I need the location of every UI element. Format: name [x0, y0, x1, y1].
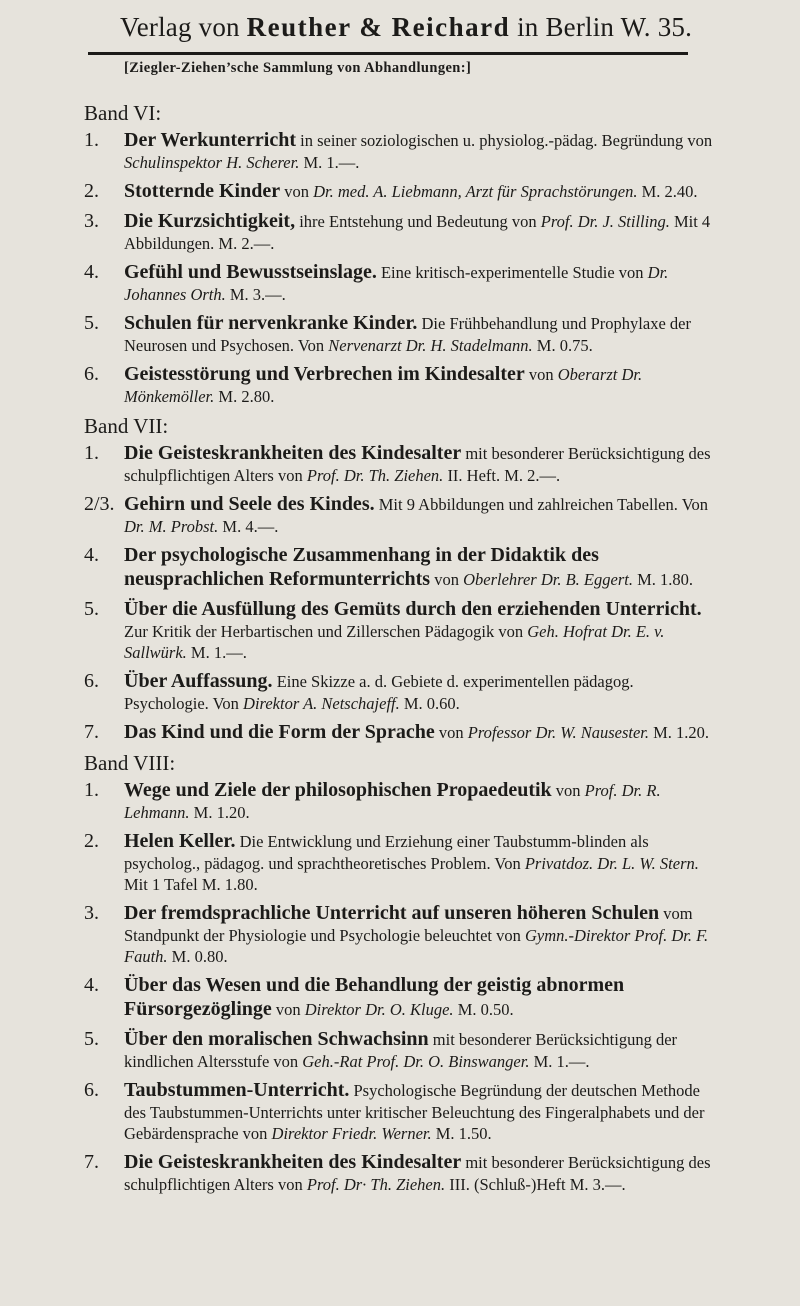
entry-number: 2.	[84, 180, 99, 202]
entry-description: Psychologische Begründung der deutschen Methode des Taubstummen-Unterrichts unter kritischer Beleuchtung des Fingeralphabets und der Gebärdensprache von	[124, 1081, 705, 1143]
entry-author: Professor Dr. W. Nausester.	[467, 723, 649, 742]
entry-price: M. 1.20.	[653, 723, 710, 742]
entry-title: Taubstummen-Unterricht.	[124, 1079, 350, 1101]
entry-number: 7.	[84, 721, 99, 743]
entry-number: 4.	[84, 261, 99, 283]
entry-title: Geistesstörung und Verbrechen im Kindesalter	[124, 363, 525, 385]
catalog-entry	[84, 901, 714, 967]
entry-price: M. 0.75.	[536, 336, 593, 355]
publisher-suffix: in Berlin W. 35.	[517, 12, 693, 42]
catalog-entry	[84, 720, 714, 744]
entry-author: Prof. Dr. J. Stilling.	[540, 212, 670, 231]
publisher-line	[120, 12, 692, 43]
entry-price: Mit 4 Abbildungen. M. 2.—.	[124, 212, 711, 253]
entry-price: M. 2.40.	[641, 182, 698, 201]
entry-price: M. 3.—.	[229, 285, 286, 304]
entry-description: ihre Entstehung und Bedeutung von	[299, 212, 537, 231]
entry-description: Die Frühbehandlung und Prophylaxe der Neurosen und Psychosen. Von	[124, 314, 691, 355]
catalog-entry	[84, 597, 714, 663]
entry-author: Prof. Dr. Th. Ziehen.	[306, 466, 444, 485]
entry-author: Direktor Dr. O. Kluge.	[304, 1000, 454, 1019]
entry-title: Wege und Ziele der philosophischen Propaedeutik	[124, 779, 552, 801]
entry-author: Gymn.-Direktor Prof. Dr. F. Fauth.	[124, 926, 709, 966]
header-rule	[88, 52, 688, 55]
entry-number: 5.	[84, 312, 99, 334]
entry-author: Nervenarzt Dr. H. Stadelmann.	[328, 336, 533, 355]
entry-title: Gefühl und Bewusstseinslage.	[124, 261, 377, 283]
band-heading: Band VII:	[84, 414, 169, 438]
entry-number: 6.	[84, 363, 99, 385]
entry-price: III. (Schluß-)Heft M. 3.—.	[449, 1175, 626, 1194]
entry-number: 3.	[84, 210, 99, 232]
entry-title: Gehirn und Seele des Kindes.	[124, 493, 375, 515]
entry-number: 1.	[84, 442, 99, 464]
entry-price: M. 0.50.	[457, 1000, 514, 1019]
entry-author: Geh. Hofrat Dr. E. v. Sallwürk.	[124, 622, 665, 662]
entry-title: Über den moralischen Schwachsinn	[124, 1028, 429, 1050]
entry-author: Dr. med. A. Liebmann, Arzt für Sprachstörungen.	[313, 182, 638, 201]
entry-number: 2.	[84, 830, 99, 852]
entry-price: M. 4.—.	[222, 517, 279, 536]
catalog-entry	[84, 260, 714, 305]
entry-number: 6.	[84, 670, 99, 692]
catalog-entry	[84, 829, 714, 895]
entry-description: mit besonderer Berücksichtigung des schulpflichtigen Alters von	[124, 444, 711, 485]
entry-author: Direktor Friedr. Werner.	[271, 1124, 432, 1143]
entry-number: 3.	[84, 902, 99, 924]
entry-title: Die Geisteskrankheiten des Kindesalter	[124, 442, 462, 464]
entry-author: Oberlehrer Dr. B. Eggert.	[463, 570, 633, 589]
entry-price: Mit 1 Tafel M. 1.80.	[124, 875, 258, 894]
entry-author: Geh.-Rat Prof. Dr. O. Binswanger.	[302, 1052, 530, 1071]
entry-price: M. 0.80.	[171, 947, 228, 966]
entry-title: Stotternde Kinder	[124, 180, 281, 202]
catalog-entry	[84, 1027, 714, 1072]
entry-number: 7.	[84, 1151, 99, 1173]
publisher-prefix: Verlag von	[120, 12, 240, 42]
entry-author: Dr. M. Probst.	[124, 517, 219, 536]
entry-description: von	[438, 723, 464, 742]
catalog-entry	[84, 179, 714, 203]
entry-price: M. 1.50.	[435, 1124, 492, 1143]
entry-description: von	[284, 182, 309, 201]
entry-price: M. 1.—.	[533, 1052, 590, 1071]
entry-price: M. 2.80.	[218, 387, 275, 406]
entry-author: Oberarzt Dr. Mönkemöller.	[124, 365, 643, 406]
entry-author: Prof. Dr· Th. Ziehen.	[306, 1175, 446, 1194]
entry-title: Die Geisteskrankheiten des Kindesalter	[124, 1151, 462, 1173]
entry-description: von	[275, 1000, 301, 1019]
series-title: [Ziegler-Ziehen’sche Sammlung von Abhandlungen:]	[124, 60, 472, 76]
entry-price: M. 0.60.	[403, 694, 460, 713]
entry-title: Die Kurzsichtigkeit,	[124, 210, 296, 232]
catalog-entry	[84, 362, 714, 407]
entry-description: Die Entwicklung und Erziehung einer Taubstumm-blinden als psycholog., pädagog. und sprachtheoretisches Problem. Von	[124, 832, 649, 873]
entry-number: 1.	[84, 129, 99, 151]
entry-description: mit besonderer Berücksichtigung der kindlichen Altersstufe von	[124, 1030, 678, 1071]
entry-title: Über das Wesen und die Behandlung der geistig abnormen Fürsorgezöglinge	[124, 974, 625, 1020]
catalog-entry	[84, 669, 714, 714]
entry-price: M. 1.80.	[637, 570, 693, 589]
entry-price: II. Heft. M. 2.—.	[447, 466, 561, 485]
band-heading: Band VI:	[84, 101, 162, 125]
entry-number: 4.	[84, 544, 99, 566]
entry-author: Dr. Johannes Orth.	[124, 263, 669, 304]
entry-description: in seiner soziologischen u. physiolog.-pädag. Begründung von	[300, 131, 713, 150]
entry-description: Mit 9 Abbildungen und zahlreichen Tabellen. Von	[378, 495, 708, 514]
entry-description: Eine kritisch-experimentelle Studie von	[380, 263, 644, 282]
entry-author: Direktor A. Netschajeff.	[243, 694, 400, 713]
catalog-entry	[84, 1078, 714, 1144]
entry-description: Zur Kritik der Herbartischen und Zillerschen Pädagogik von	[124, 622, 524, 641]
catalog-entry	[84, 441, 714, 486]
entry-number: 2/3.	[84, 493, 115, 515]
entry-number: 5.	[84, 1028, 99, 1050]
catalog-entry	[84, 128, 714, 173]
entry-title: Über die Ausfüllung des Gemüts durch den erziehenden Unterricht.	[124, 598, 702, 620]
entry-price: M. 1.—.	[303, 153, 360, 172]
entry-description: von	[528, 365, 554, 384]
entry-number: 4.	[84, 974, 99, 996]
entry-description: mit besonderer Berücksichtigung des schulpflichtigen Alters von	[124, 1153, 711, 1194]
catalog-entry	[84, 311, 714, 356]
entry-author: Privatdoz. Dr. L. W. Stern.	[524, 854, 699, 873]
catalog-entry	[84, 543, 714, 591]
catalog-entry	[84, 209, 714, 254]
entry-title: Über Auffassung.	[124, 670, 273, 692]
entry-description: Eine Skizze a. d. Gebiete d. experimentellen pädagog. Psychologie. Von	[124, 672, 634, 713]
entry-price: M. 1.—.	[190, 643, 247, 662]
entry-title: Helen Keller.	[124, 830, 236, 852]
entry-description: von	[555, 781, 581, 800]
entry-title: Der psychologische Zusammenhang in der Didaktik des neusprachlichen Reformunterrichts	[124, 544, 599, 590]
entry-title: Der Werkunterricht	[124, 129, 297, 151]
catalog-entry	[84, 492, 714, 537]
entry-number: 6.	[84, 1079, 99, 1101]
entry-number: 5.	[84, 598, 99, 620]
catalog-content	[0, 96, 800, 1201]
band-heading: Band VIII:	[84, 751, 176, 775]
entry-price: M. 1.20.	[193, 803, 250, 822]
entry-author: Prof. Dr. R. Lehmann.	[124, 781, 661, 822]
catalog-entry	[84, 1150, 714, 1195]
entry-number: 1.	[84, 779, 99, 801]
entry-title: Das Kind und die Form der Sprache	[124, 721, 435, 743]
publisher-name: Reuther & Reichard	[246, 12, 511, 42]
entry-title: Der fremdsprachliche Unterricht auf unseren höheren Schulen	[124, 902, 660, 924]
catalog-entry	[84, 973, 714, 1021]
entry-description: von	[434, 570, 459, 589]
catalog-entry	[84, 778, 714, 823]
entry-title: Schulen für nervenkranke Kinder.	[124, 312, 418, 334]
entry-description: vom Standpunkt der Physiologie und Psychologie beleuchtet von	[124, 904, 693, 945]
entry-author: Schulinspektor H. Scherer.	[124, 153, 300, 172]
